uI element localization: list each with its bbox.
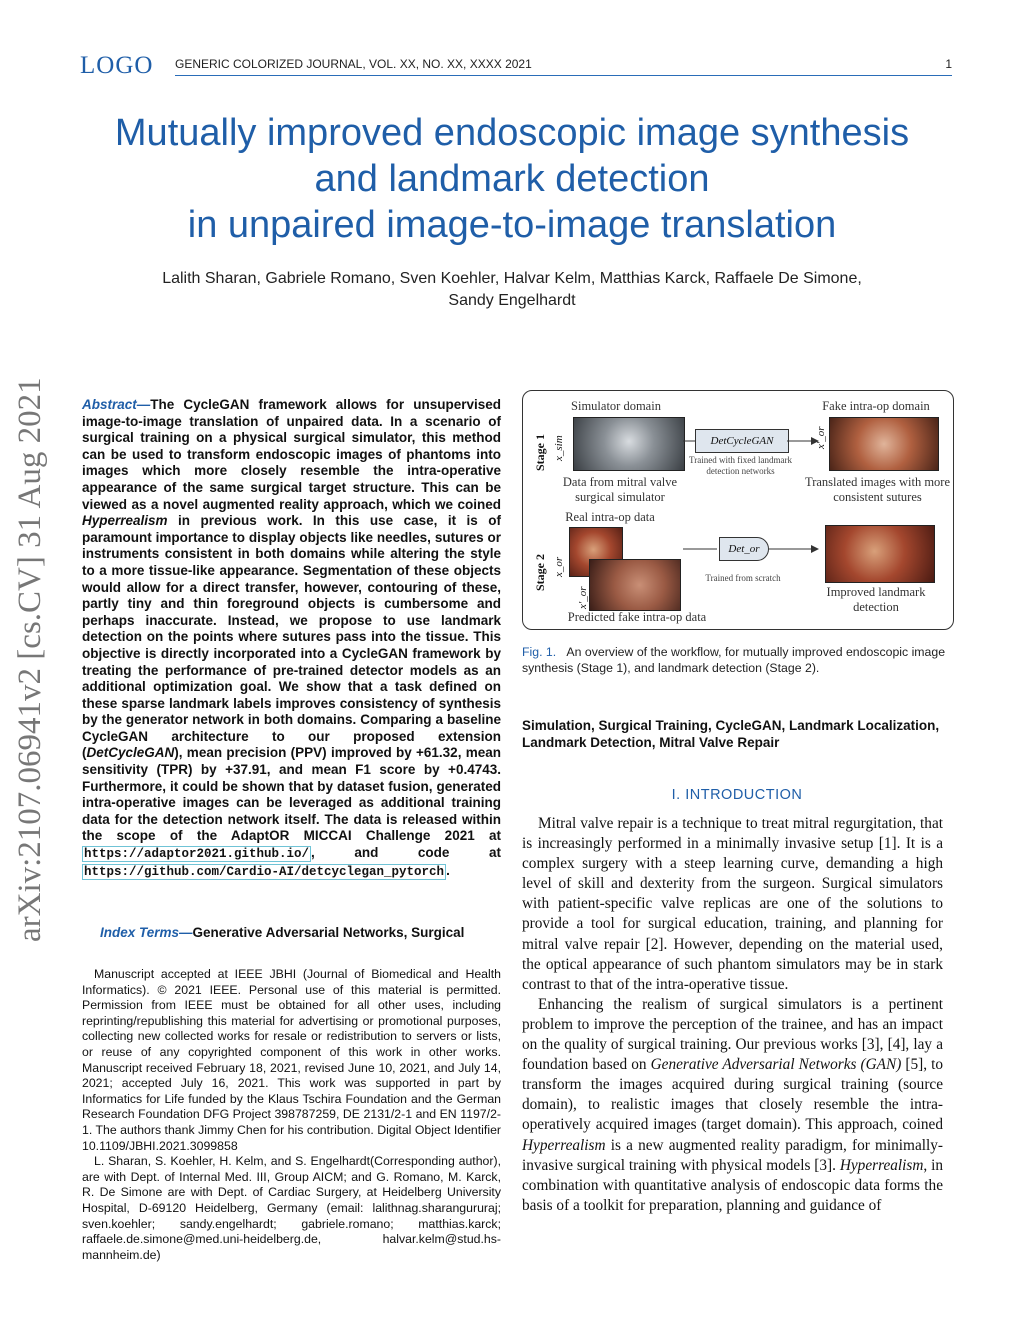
title-line: in unpaired image-to-image translation	[187, 204, 837, 246]
section-heading: I. INTRODUCTION	[671, 787, 803, 803]
abstract-term-detcyclegan: DetCycleGAN	[86, 745, 175, 761]
paper-title	[60, 110, 964, 248]
title-line: Mutually improved endoscopic image synthesis	[114, 112, 910, 154]
intro-paragraph	[522, 995, 943, 1216]
intro-term-hyperrealism: Hyperrealism	[522, 1136, 606, 1154]
author-list	[80, 268, 944, 312]
stage-2-label: Stage 2	[533, 554, 547, 591]
header-rule	[175, 75, 952, 76]
page-number: 1	[945, 57, 952, 71]
real-intraop-label: Real intra-op data	[565, 510, 655, 524]
figure-caption	[522, 645, 952, 676]
page-header	[80, 52, 952, 82]
arxiv-stamp: arXiv:2107.06941v2 [cs.CV] 31 Aug 2021	[12, 377, 48, 942]
intro-paragraph: Mitral valve repair is a technique to treat mitral regurgitation, that is increasingly performed in a minimally invasive setup [1]. It is a complex surgery with a steep learning curve, demanding a high level of skill and dexterity from the surgeon. Surgical simulators with patient-specific valve replicas are one of the solutions to provide a tool for surgical education, training, and planning for mitral valve repair [2]. However, depending on the material used, the optical appearance of such phantom simulators may be in stark contrast to that of the intra-operative tissue.	[522, 815, 943, 993]
introduction-body	[522, 814, 943, 1216]
abstract-text: The CycleGAN framework allows for unsupervised image-to-image translation of unpaired data. In a scenario of surgical training on a physical surgical simulator, this method can be used to transform endoscopic images of phantoms into images which more closely resemble the intra-operative appearance of the same surgical target structure. This can be viewed as a novel augmented reality approach, which we coined	[82, 397, 501, 512]
x-or-label: x_or	[553, 556, 565, 577]
predicted-fake-label: Predicted fake intra-op data	[567, 610, 707, 624]
abstract-text: .	[446, 862, 450, 878]
stage-1-label: Stage 1	[533, 434, 547, 471]
abstract-text: in previous work. In this use case, it is of paramount importance to display objects like needles, sutures or instruments consistent in both domains while altering the style to a more tissue-like appearance. Segmentation of these objects would allow for a direct transfer, however, contouring of these, partly tiny and thin foreground objects is cumbersome and perhaps inaccurate. Instead, we propose to use landmark detection on the points where sutures pass into the tissue. This objective is directly incorporated into a CycleGAN framework by treating the performance of pre-trained detector models as an additional optimization goal. We show that a task defined on these sparse landmark labels improves consistency of synthesis by the generator network in both domains. Comparing a baseline CycleGAN architecture to our proposed extension (	[82, 513, 501, 761]
intro-term-hyperrealism: Hyperrealism	[839, 1156, 924, 1174]
det-or-note: Trained from scratch	[705, 573, 781, 583]
author-line: Lalith Sharan, Gabriele Romano, Sven Koehler, Halvar Kelm, Matthias Karck, Raffaele De Simone,	[162, 270, 862, 287]
keywords: Simulation, Surgical Training, CycleGAN, Landmark Localization, Landmark Detection, Mitral Valve Repair	[522, 718, 940, 750]
abstract	[82, 397, 501, 880]
intro-text: Enhancing the realism of surgical simulators is a pertinent problem to improve the perception of the trainee, and has an impact on the quality of surgical training. Our previous works [3], [4], lay a foundation based on	[522, 995, 943, 1074]
fake-intraop-domain-label: Fake intra-op domain	[822, 399, 930, 413]
abstract-text: ), mean precision (PPV) improved by +61.32, mean sensitivity (TPR) by +37.91, and mean F1 score by +0.4743. Furthermore, it could be shown that by dataset fusion, generated intra-operative images can be leveraged as additional training data for the detection network itself. The data is released within the scope of the AdaptOR MICCAI Challenge 2021 at	[82, 745, 501, 844]
title-line: and landmark detection	[314, 158, 710, 200]
index-terms-text: Generative Adversarial Networks, Surgical	[192, 925, 465, 940]
x-sim-label: x_sim	[553, 435, 565, 461]
arrow-icon	[683, 539, 823, 559]
index-terms-label: Index Terms—	[100, 925, 193, 940]
journal-logo: LOGO	[80, 52, 154, 79]
arrow-icon	[683, 431, 823, 451]
intro-text: , in combination with quantitative analysis of endoscopic data forms the basis of a toolkit for preparation, planning and guidance of	[522, 1156, 944, 1214]
footnote-paragraph: L. Sharan, S. Koehler, H. Kelm, and S. Engelhardt(Corresponding author), are with Dept. of Internal Med. III, Group AICM; and G. Romano, M. Karck, R. De Simone are with Dept. of Cardiac Surgery, at Heidelberg University Hospital, D-69120 Heidelberg, Germany (email: lalithnag.sharangururaj; sven.koehler; sandy.engelhardt; gabriele.romano; matthias.karck; raffaele.de.simone@med.uni-heidelberg.de, halvar.kelm@stud.hs-mannheim.de)	[82, 1154, 501, 1262]
fake-intraop-image-stack	[829, 417, 939, 471]
improved-detection-image	[825, 525, 935, 583]
improved-landmark-label: Improved landmark detection	[826, 585, 926, 614]
data-from-simulator-label: Data from mitral valve surgical simulator	[562, 475, 678, 504]
translated-images-label: Translated images with more consistent sutures	[805, 475, 951, 504]
footnote-paragraph: Manuscript accepted at IEEE JBHI (Journal of Biomedical and Health Informatics). © 2021 IEEE. Personal use of this material is permitted. Permission from IEEE must be obtained for all other uses, including reprinting/republishing this material for advertising or promotional purposes, collecting new collected works for resale or redistribution to servers or lists, or reuse of any copyrighted component of this work in other works. Manuscript received February 18, 2021, revised June 10, 2021, and July 14, 2021; accepted July 16, 2021. This work was supported in part by Informatics for Life funded by the Klaus Tschira Foundation and the German Research Foundation DFG Project 398787259, DE 2131/2-1 and EN 1197/2-1. The authors thank Jimmy Chen for his contribution. Digital Object Identifier 10.1109/JBHI.2021.3099858	[82, 967, 501, 1153]
journal-info: GENERIC COLORIZED JOURNAL, VOL. XX, NO. XX, XXXX 2021	[175, 57, 532, 71]
figure-label: Fig. 1.	[522, 645, 557, 659]
author-line: Sandy Engelhardt	[448, 292, 576, 309]
x-prime-or-bottom-label: x'_or	[577, 586, 589, 609]
simulator-image-stack	[573, 417, 685, 471]
intro-term-gan: Generative Adversarial Networks (GAN)	[650, 1056, 902, 1074]
simulator-domain-label: Simulator domain	[571, 399, 661, 413]
caption-text: An overview of the workflow, for mutually improved endoscopic image synthesis (Stage 1), and landmark detection (Stage 2).	[522, 645, 946, 675]
index-terms	[100, 925, 501, 940]
figure-1	[522, 390, 954, 630]
abstract-text: , and code at	[311, 845, 501, 861]
detcyclegan-box: DetCycleGAN	[695, 429, 789, 453]
intro-text: is a new augmented reality paradigm, for minimally-invasive surgical training with physical models [3].	[522, 1136, 943, 1174]
abstract-label: Abstract—	[82, 397, 151, 412]
data-link[interactable]: https://adaptor2021.github.io/	[84, 847, 310, 862]
predicted-fake-image-stack	[589, 559, 681, 611]
x-prime-or-top-label: x'_or	[815, 426, 827, 449]
detcyclegan-note: Trained with fixed landmark detection networks	[689, 455, 792, 476]
det-or-box: Det_or	[719, 537, 769, 561]
abstract-term-hyperrealism: Hyperrealism	[82, 513, 168, 529]
footnote	[82, 967, 501, 1263]
code-link[interactable]: https://github.com/Cardio-AI/detcyclegan_pytorch	[84, 864, 445, 879]
intro-text: [5], to transform the images acquired during surgical training (source domain), to realistic images that closely resemble the intra-operatively acquired images (target domain). This approach, coined	[522, 1056, 943, 1134]
